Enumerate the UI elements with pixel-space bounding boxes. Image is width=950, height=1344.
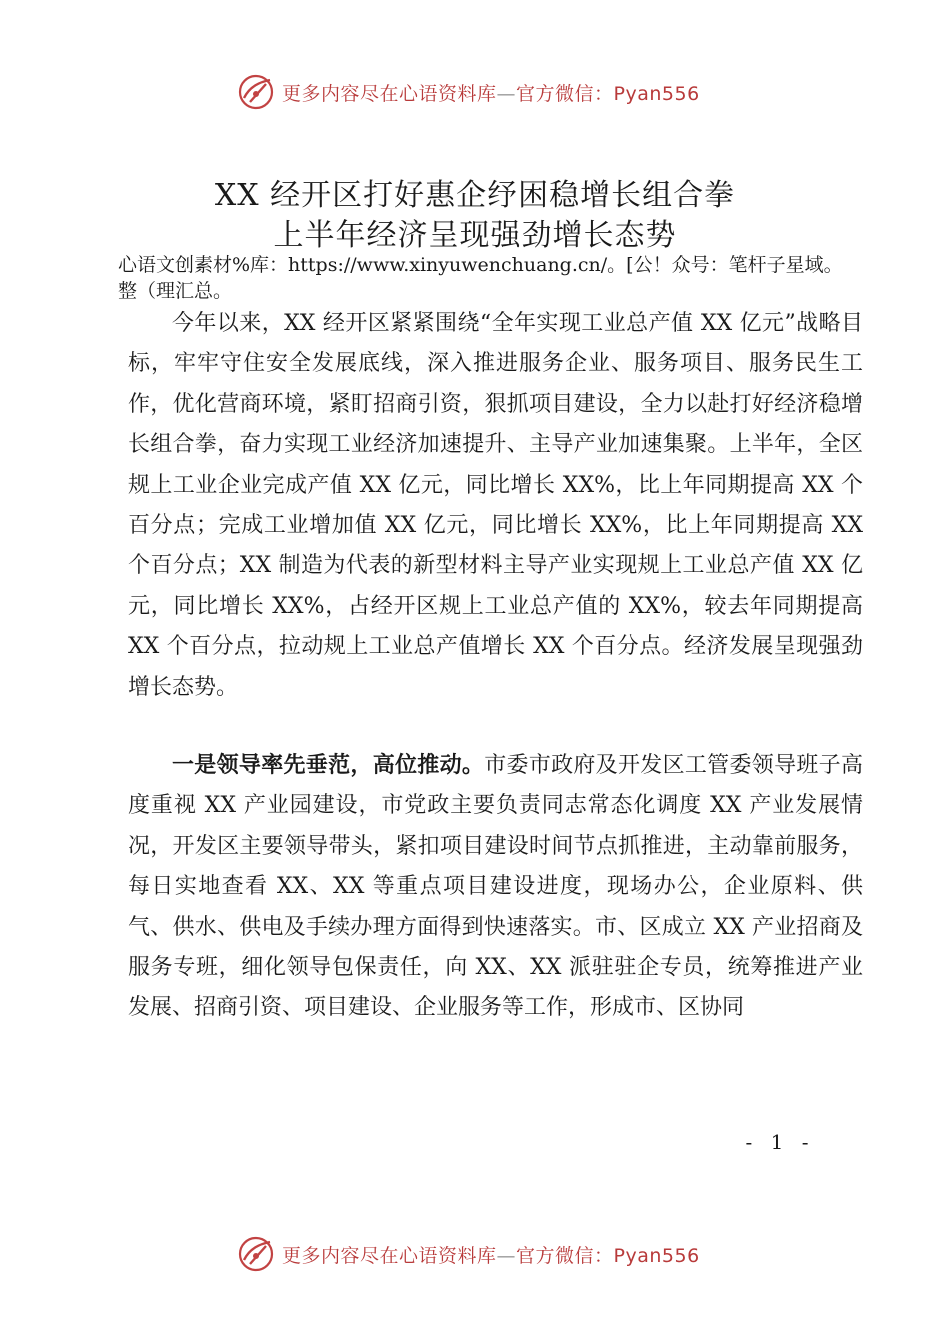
banner-main-text: 更多内容尽在心语资料库 — [282, 1244, 497, 1267]
banner-separator: — — [496, 82, 517, 105]
banner-main-text: 更多内容尽在心语资料库 — [282, 82, 497, 105]
page-number: - 1 - — [745, 1130, 815, 1154]
document-title-line2: 上半年经济呈现强劲增长态势 — [273, 218, 677, 253]
document-title-line1: XX 经开区打好惠企纾困稳增长组合拳 — [214, 178, 736, 213]
brand-logo-icon — [236, 72, 276, 112]
paragraph-2-body: 市委市政府及开发区工管委领导班子高度重视 XX 产业园建设，市党政主要负责同志常态化调度 XX 产业发展情况，开发区主要领导带头，紧扣项目建设时间节点抓推进，主动靠前服务，每日实地查看 XX、XX 等重点项目建设进度，现场办公，企业原料、供气、供水、供电及手续办理方面得到快速落实。市、区成立 XX 产业招商及服务专班，细化领导包保责任，向 XX、XX 派驻驻企专员，统筹推进产业发展、招商引资、项目建设、企业服务等工作，形成市、区协同 — [128, 753, 863, 1021]
brand-logo-icon — [236, 1234, 276, 1274]
banner-wechat-text: 官方微信：Pyan556 — [516, 82, 700, 105]
banner-separator: — — [496, 1244, 517, 1267]
paragraph-2-lead: 一是领导率先垂范，高位推动。 — [172, 753, 485, 778]
footer-banner — [236, 1232, 700, 1276]
source-note: 心语文创素材%库：https://www.xinyuwenchuang.cn/。[公！众号：笔杆子星域。整（理汇总。 — [118, 254, 843, 302]
body-paragraph-1: 今年以来，XX 经开区紧紧围绕“全年实现工业总产值 XX 亿元”战略目标，牢牢守住安全发展底线，深入推进服务企业、服务项目、服务民生工作，优化营商环境，紧盯招商引资，狠抓项目建设，全力以赴打好经济稳增长组合拳，奋力实现工业经济加速提升、主导产业加速集聚。上半年，全区规上工业企业完成产值 XX 亿元，同比增长 XX%，比上年同期提高 XX 个百分点；完成工业增加值 XX 亿元，同比增长 XX%，比上年同期提高 XX 个百分点；XX 制造为代表的新型材料主导产业实现规上工业总产值 XX 亿元，同比增长 XX%，占经开区规上工业总产值的 XX%，较去年同期提高 XX 个百分点，拉动规上工业总产值增长 XX 个百分点。经济发展呈现强劲增长态势。 — [128, 311, 863, 700]
banner-wechat-text: 官方微信：Pyan556 — [516, 1244, 700, 1267]
header-banner — [236, 70, 700, 114]
body-paragraph-2 — [128, 746, 863, 1029]
